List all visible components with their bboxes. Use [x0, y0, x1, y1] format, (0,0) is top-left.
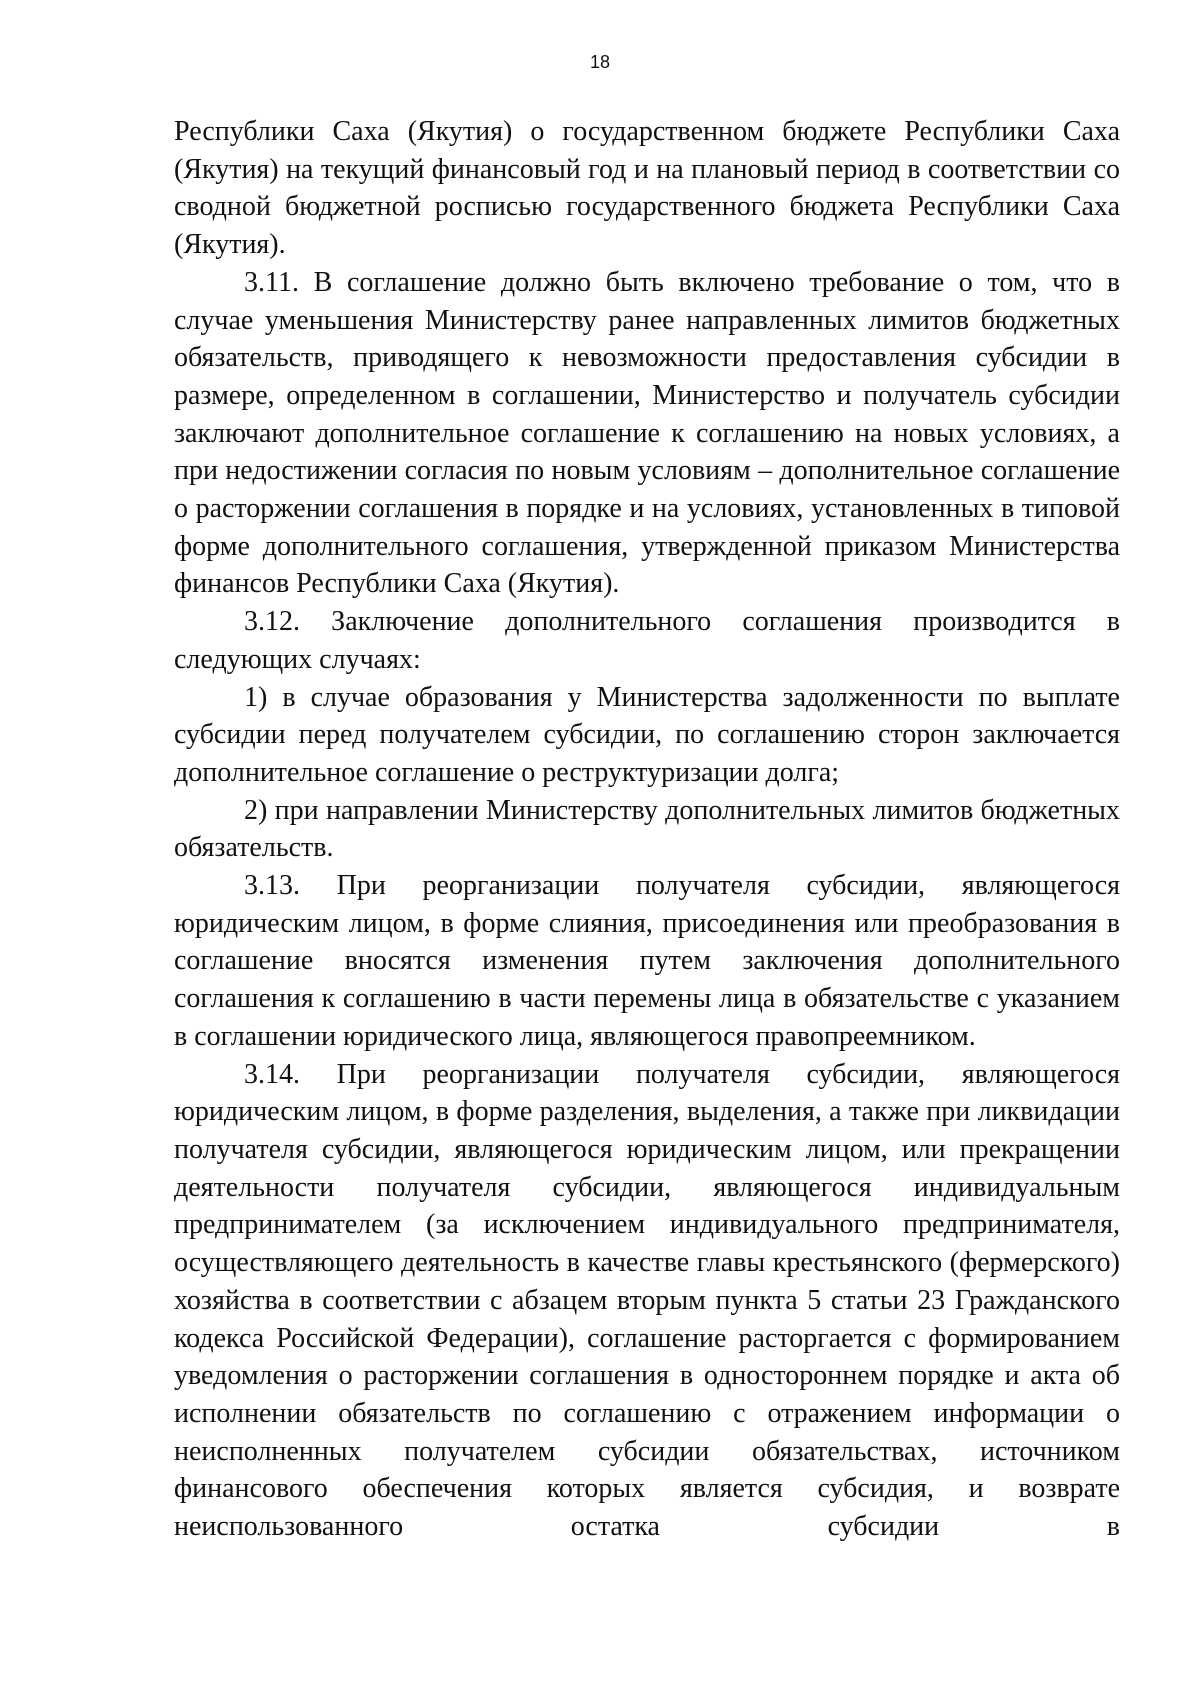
- paragraph-3-12-item-1: 1) в случае образования у Министерства задолженности по выплате субсидии перед получателем субсидии, по соглашению сторон заключается дополнительное соглашение о реструктуризации долга;: [174, 681, 1120, 788]
- document-body: [174, 113, 1120, 1546]
- paragraph-3-13: 3.13. При реорганизации получателя субсидии, являющегося юридическим лицом, в форме слияния, присоединения или преобразования в соглашение вносятся изменения путем заключения дополнительного соглашения к соглашению в части перемены лица в обязательстве с указанием в соглашении юридического лица, являющегося правопреемником.: [174, 870, 1120, 1052]
- paragraph-budget-continuation: Республики Саха (Якутия) о государственном бюджете Республики Саха (Якутия) на текущий финансовый год и на плановый период в соответствии со сводной бюджетной росписью государственного бюджета Республики Саха (Якутия).: [174, 116, 1120, 261]
- paragraph-3-12: 3.12. Заключение дополнительного соглашения производится в следующих случаях:: [174, 606, 1120, 675]
- paragraph-3-12-item-2: 2) при направлении Министерству дополнительных лимитов бюджетных обязательств.: [174, 794, 1120, 864]
- paragraph-3-11: 3.11. В соглашение должно быть включено требование о том, что в случае уменьшения Министерству ранее направленных лимитов бюджетных обязательств, приводящего к невозможности предоставления субсидии в размере, определенном в соглашении, Министерство и получатель субсидии заключают дополнительное соглашение к соглашению на новых условиях, а при недостижении согласия по новым условиям – дополнительное соглашение о расторжении соглашения в порядке и на условиях, установленных в типовой форме дополнительного соглашения, утвержденной приказом Министерства финансов Республики Саха (Якутия).: [174, 266, 1120, 600]
- paragraph-3-14: 3.14. При реорганизации получателя субсидии, являющегося юридическим лицом, в форме разделения, выделения, а также при ликвидации получателя субсидии, являющегося юридическим лицом, или прекращении деятельности получателя субсидии, являющегося индивидуальным предпринимателем (за исключением индивидуального предпринимателя, осуществляющего деятельность в качестве главы крестьянского (фермерского) хозяйства в соответствии с абзацем вторым пункта 5 статьи 23 Гражданского кодекса Российской Федерации), соглашение расторгается с формированием уведомления о расторжении соглашения в одностороннем порядке и акта об исполнении обязательств по соглашению с отражением информации о неисполненных получателем субсидии обязательствах, источником финансового обеспечения которых является субсидия, и возврате неиспользованного остатка субсидии в: [174, 1058, 1120, 1543]
- page-number: 18: [589, 52, 611, 72]
